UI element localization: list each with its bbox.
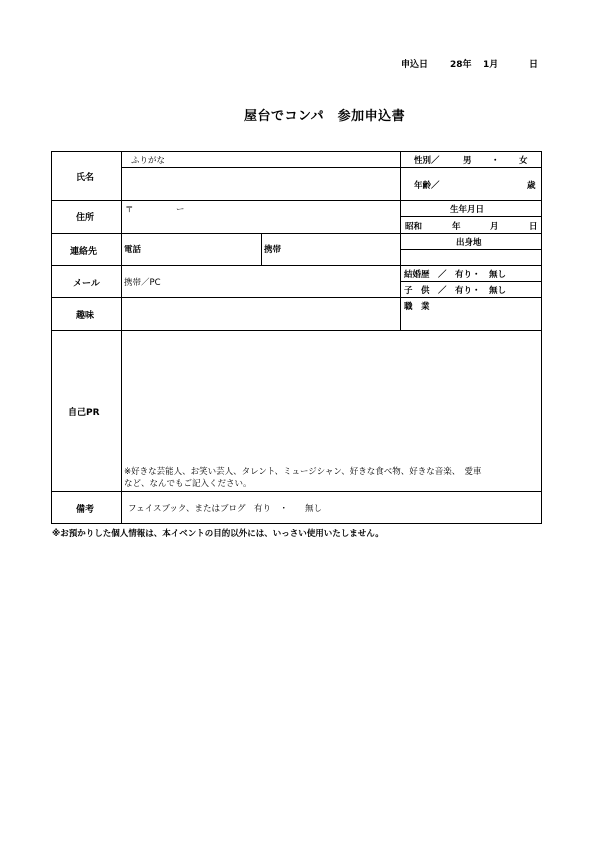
phone-label: 電話 bbox=[124, 245, 142, 255]
contact-label: 連絡先 bbox=[70, 247, 98, 257]
self-pr-field[interactable] bbox=[122, 331, 541, 461]
marriage-history[interactable]: 結婚歴 ／ 有り・ 無し bbox=[404, 270, 507, 280]
application-year: 28年 bbox=[450, 60, 472, 70]
name-label: 氏名 bbox=[76, 173, 95, 183]
occupation-label: 職 業 bbox=[404, 302, 430, 312]
remarks-label: 備考 bbox=[76, 505, 95, 515]
age-unit: 歳 bbox=[527, 181, 536, 191]
furigana-field[interactable] bbox=[122, 152, 400, 167]
mail-type: 携帯／PC bbox=[124, 278, 161, 288]
self-pr-label: 自己PR bbox=[68, 408, 100, 418]
name-field[interactable] bbox=[122, 168, 400, 200]
remarks-text[interactable]: フェイスブック、またはブログ 有り ・ 無し bbox=[128, 504, 323, 514]
form-title: 屋台でコンパ 参加申込書 bbox=[244, 109, 406, 124]
mobile-field[interactable] bbox=[262, 234, 400, 265]
birthdate-month-unit: 月 bbox=[490, 222, 499, 232]
privacy-note: ※お預かりした個人情報は、本イベントの目的以外には、いっさい使用いたしません。 bbox=[52, 529, 384, 539]
application-date-label: 申込日 bbox=[401, 60, 429, 70]
gender-male-option[interactable]: 男 bbox=[463, 156, 472, 166]
birthdate-era: 昭和 bbox=[405, 222, 423, 232]
phone-field[interactable] bbox=[122, 234, 261, 265]
self-pr-note-line1: ※好きな芸能人、お笑い芸人、タレント、ミュージシャン、好きな食べ物、好きな音楽、 愛車 bbox=[124, 467, 482, 477]
birthdate-day-unit: 日 bbox=[529, 222, 538, 232]
children-info[interactable]: 子 供 ／ 有り・ 無し bbox=[404, 286, 507, 296]
address-field[interactable] bbox=[122, 201, 400, 233]
mail-label: メール bbox=[73, 279, 100, 289]
application-day-unit: 日 bbox=[529, 60, 539, 70]
birthdate-label: 生年月日 bbox=[450, 205, 485, 215]
hobby-field[interactable] bbox=[122, 298, 400, 330]
hobby-label: 趣味 bbox=[76, 311, 95, 321]
self-pr-note-line2: など、なんでもご記入ください。 bbox=[124, 479, 252, 489]
birthplace-label: 出身地 bbox=[456, 238, 482, 248]
mobile-label: 携帯 bbox=[264, 245, 282, 255]
address-label: 住所 bbox=[76, 213, 95, 223]
furigana-label: ふりがな bbox=[131, 156, 166, 166]
birthdate-year-unit: 年 bbox=[452, 222, 461, 232]
application-month: 1月 bbox=[483, 60, 499, 70]
gender-separator: ・ bbox=[491, 156, 500, 166]
birthplace-field[interactable] bbox=[401, 250, 541, 265]
postal-mark: 〒 bbox=[125, 205, 134, 215]
gender-female-option[interactable]: 女 bbox=[519, 156, 528, 166]
mail-field[interactable] bbox=[122, 266, 400, 297]
postal-dash: ー bbox=[176, 205, 185, 215]
age-label: 年齢／ bbox=[414, 181, 440, 191]
occupation-field[interactable] bbox=[401, 298, 541, 330]
gender-label: 性別／ bbox=[414, 156, 440, 166]
